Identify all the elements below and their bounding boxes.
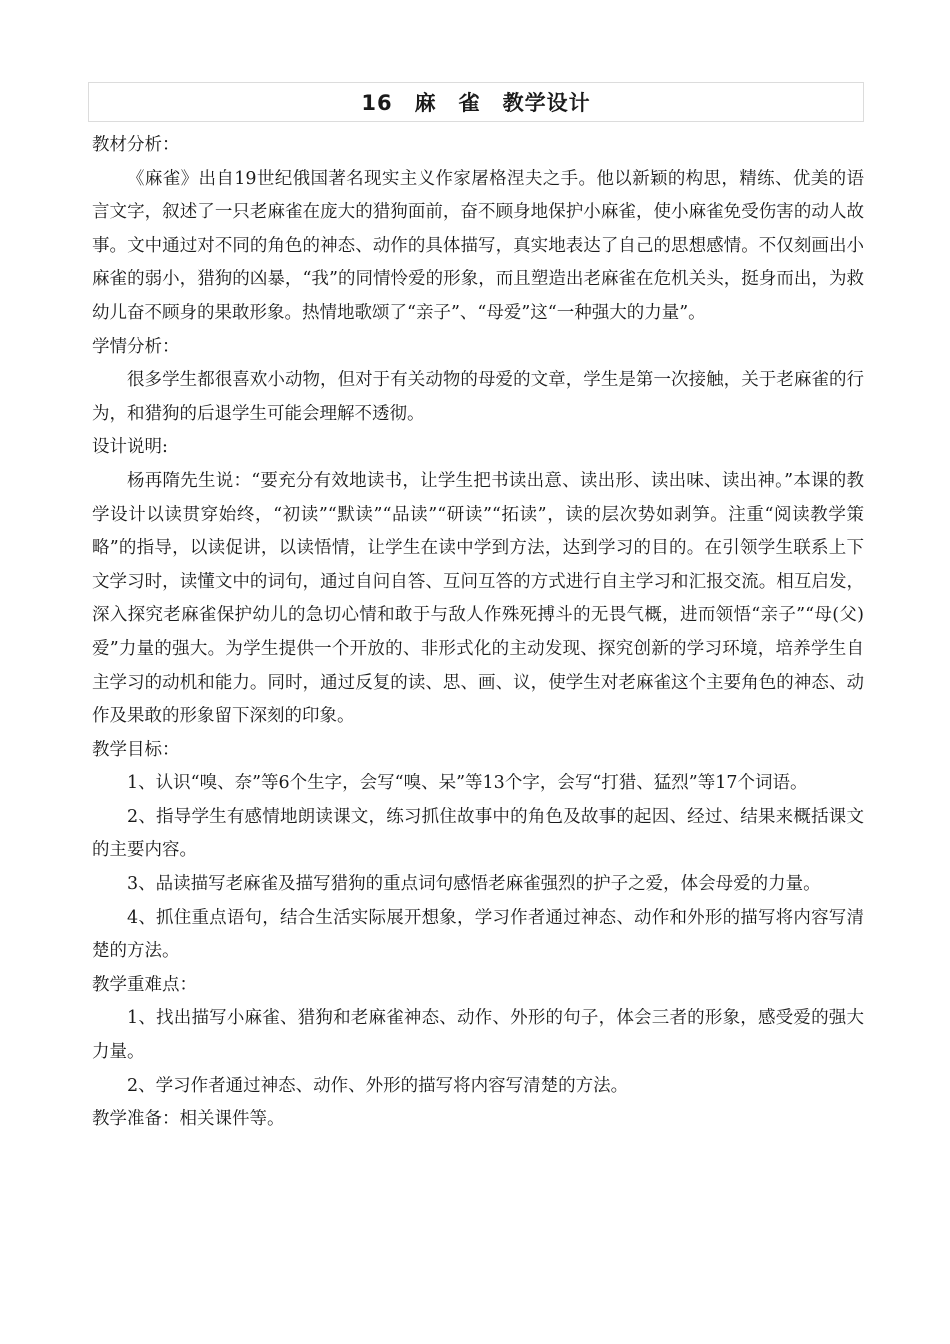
section-heading-teaching-goals: 教学目标： (92, 739, 180, 760)
section-heading-student-analysis: 学情分析： (92, 336, 180, 357)
document-title: 16 麻 雀 教学设计 (361, 91, 591, 115)
list-item: 1、找出描写小麻雀、猎狗和老麻雀神态、动作、外形的句子，体会三者的形象，感受爱的强大力量。 (92, 1008, 864, 1063)
paragraph: 很多学生都很喜欢小动物，但对于有关动物的母爱的文章，学生是第一次接触，关于老麻雀的行为，和猎狗的后退学生可能会理解不透彻。 (92, 370, 864, 424)
list-item: 4、抓住重点语句，结合生活实际展开想象，学习作者通过神态、动作和外形的描写将内容写清楚的方法。 (92, 907, 864, 962)
document-page (92, 82, 864, 1137)
paragraph: 《麻雀》出自19世纪俄国著名现实主义作家屠格涅夫之手。他以新颖的构思，精练、优美的语言文字，叙述了一只老麻雀在庞大的猎狗面前，奋不顾身地保护小麻雀，使小麻雀免受伤害的动人故事。文中通过对不同的角色的神态、动作的具体描写，真实地表达了自己的思想感情。不仅刻画出小麻雀的弱小，猎狗的凶暴，“我”的同情怜爱的形象，而且塑造出老麻雀在危机关头，挺身而出，为救幼儿奋不顾身的果敢形象。热情地歌颂了“亲子”、“母爱”这“一种强大的力量”。 (92, 168, 864, 323)
section-heading-textbook-analysis: 教材分析： (92, 135, 180, 155)
list-item: 1、认识“嗅、奈”等6个生字，会写“嗅、呆”等13个字，会写“打猎、猛烈”等17个词语。 (127, 773, 808, 794)
list-item: 3、品读描写老麻雀及描写猎狗的重点词句感悟老麻雀强烈的护子之爱，体会母爱的力量。 (127, 874, 821, 895)
list-item: 2、指导学生有感情地朗读课文，练习抓住故事中的角色及故事的起因、经过、结果来概括课文的主要内容。 (92, 806, 864, 861)
title-box (88, 82, 864, 122)
section-heading-design-notes: 设计说明: (92, 437, 168, 458)
section-heading-preparation: 教学准备：相关课件等。 (92, 1109, 285, 1130)
document-body (92, 129, 864, 1137)
list-item: 2、学习作者通过神态、动作、外形的描写将内容写清楚的方法。 (127, 1075, 629, 1096)
paragraph: 杨再隋先生说：“要充分有效地读书，让学生把书读出意、读出形、读出味、读出神。”本课的教学设计以读贯穿始终，“初读”“默读”“品读”“研读”“拓读”，读的层次势如剥笋。注重“阅读教学策略”的指导，以读促讲，以读悟情，让学生在读中学到方法，达到学习的目的。在引领学生联系上下文学习时，读懂文中的词句，通过自问自答、互问互答的方式进行自主学习和汇报交流。相互启发，深入探究老麻雀保护幼儿的急切心情和敢于与敌人作殊死搏斗的无畏气概，进而领悟“亲子”“母(父)爱”力量的强大。为学生提供一个开放的、非形式化的主动发现、探究创新的学习环境，培养学生自主学习的动机和能力。同时，通过反复的读、思、画、议，使学生对老麻雀这个主要角色的神态、动作及果敢的形象留下深刻的印象。 (92, 470, 864, 727)
section-heading-key-points: 教学重难点： (92, 974, 197, 995)
